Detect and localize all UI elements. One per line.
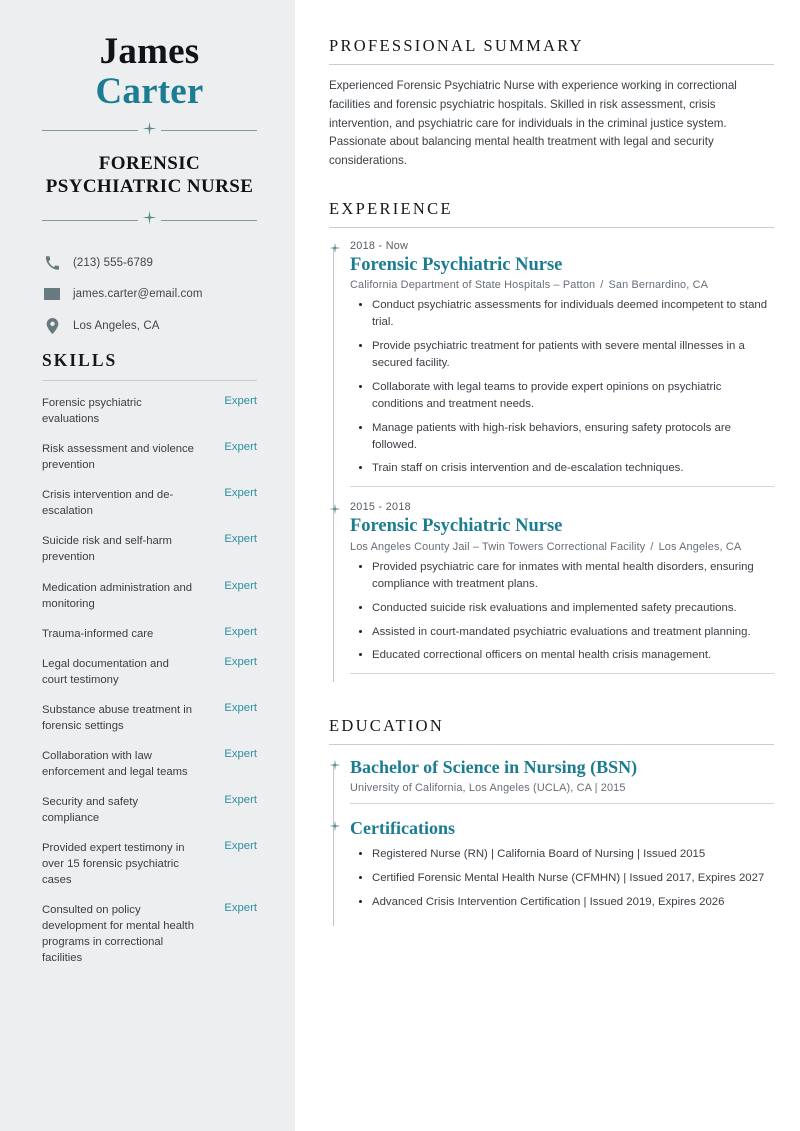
skill-level: Expert bbox=[224, 901, 257, 914]
skill-row bbox=[42, 533, 257, 565]
experience-company-location bbox=[350, 541, 774, 553]
certifications-list bbox=[350, 846, 774, 911]
skill-row bbox=[42, 580, 257, 612]
skill-level: Expert bbox=[224, 441, 257, 454]
skill-name: Legal documentation and court testimony bbox=[42, 657, 169, 686]
education-entry bbox=[350, 757, 774, 818]
experience-bullet: Provided psychiatric care for inmates with mental health disorders, ensuring compliance with treatment plans. bbox=[350, 559, 774, 593]
experience-job-title: Forensic Psychiatric Nurse bbox=[350, 516, 563, 537]
contact-list bbox=[42, 256, 257, 334]
divider-line-right bbox=[161, 220, 257, 221]
section-experience bbox=[329, 199, 774, 688]
experience-entry-rule bbox=[350, 673, 774, 674]
divider-line-left bbox=[42, 130, 138, 131]
experience-bullet: Manage patients with high-risk behaviors, ensuring safety protocols are followed. bbox=[350, 420, 774, 454]
experience-bullets bbox=[350, 559, 774, 664]
sparkle-icon bbox=[329, 502, 341, 520]
skill-level: Expert bbox=[224, 579, 257, 592]
skill-name: Risk assessment and violence prevention bbox=[42, 443, 194, 472]
email-icon bbox=[42, 286, 62, 302]
skill-name: Trauma-informed care bbox=[42, 627, 154, 640]
skill-row bbox=[42, 902, 257, 966]
sparkle-icon bbox=[329, 819, 341, 837]
skill-row bbox=[42, 487, 257, 519]
summary-heading-rule bbox=[329, 64, 774, 65]
skill-level: Expert bbox=[224, 839, 257, 852]
certification-item: Advanced Crisis Intervention Certification | Issued 2019, Expires 2026 bbox=[350, 894, 774, 911]
sparkle-icon bbox=[329, 758, 341, 776]
experience-company: California Department of State Hospitals – Patton bbox=[350, 279, 596, 292]
skill-level: Expert bbox=[224, 747, 257, 760]
certifications-title: Certifications bbox=[350, 818, 455, 839]
skill-name: Suicide risk and self-harm prevention bbox=[42, 535, 172, 564]
location-value: Los Angeles, CA bbox=[73, 320, 160, 333]
skill-row bbox=[42, 395, 257, 427]
experience-bullet: Provide psychiatric treatment for patients with severe mental illnesses in a secured facility. bbox=[350, 338, 774, 372]
skill-level: Expert bbox=[224, 533, 257, 546]
education-timeline bbox=[329, 757, 774, 932]
summary-text: Experienced Forensic Psychiatric Nurse with experience working in correctional facilities and forensic psychiatric hospitals. Skilled in risk assessment, crisis intervention, and psychiatric care for individuals in the criminal justice system. Passionate about balancing mental health treatment with legal and security considerations. bbox=[329, 79, 737, 168]
skill-row bbox=[42, 748, 257, 780]
sparkle-icon bbox=[329, 241, 341, 259]
experience-date: 2018 - Now bbox=[350, 239, 409, 252]
skills-heading-rule bbox=[42, 380, 257, 381]
experience-job-title: Forensic Psychiatric Nurse bbox=[350, 254, 563, 275]
certification-item: Certified Forensic Mental Health Nurse (CFMHN) | Issued 2017, Expires 2027 bbox=[350, 870, 774, 887]
skills-heading: SKILLS bbox=[42, 350, 118, 371]
skill-name: Medication administration and monitoring bbox=[42, 581, 193, 610]
skill-row bbox=[42, 656, 257, 688]
education-heading: EDUCATION bbox=[329, 716, 445, 736]
experience-date: 2015 - 2018 bbox=[350, 501, 411, 514]
experience-bullet: Assisted in court-mandated psychiatric evaluations and treatment planning. bbox=[350, 624, 774, 641]
skill-name: Consulted on policy development for mental health programs in correctional facilities bbox=[42, 903, 194, 965]
experience-bullet: Conducted suicide risk evaluations and implemented safety precautions. bbox=[350, 600, 774, 617]
skill-level: Expert bbox=[224, 625, 257, 638]
skills-list bbox=[42, 395, 257, 966]
email-value: james.carter@email.com bbox=[73, 288, 203, 301]
divider-line-left bbox=[42, 220, 138, 221]
name-block bbox=[42, 32, 257, 112]
degree-title: Bachelor of Science in Nursing (BSN) bbox=[350, 757, 638, 778]
skill-level: Expert bbox=[224, 395, 257, 408]
phone-icon bbox=[42, 256, 62, 270]
skill-name: Forensic psychiatric evaluations bbox=[42, 397, 142, 426]
skill-level: Expert bbox=[224, 487, 257, 500]
experience-timeline bbox=[329, 240, 774, 688]
skill-name: Substance abuse treatment in forensic settings bbox=[42, 703, 193, 732]
skill-row bbox=[42, 441, 257, 473]
location-pin-icon bbox=[42, 318, 62, 334]
headline-job-title: FORENSIC PSYCHIATRIC NURSE bbox=[45, 152, 254, 198]
main-column bbox=[295, 0, 800, 1131]
divider-line-right bbox=[161, 130, 257, 131]
experience-location: San Bernardino, CA bbox=[608, 279, 709, 292]
summary-heading: PROFESSIONAL SUMMARY bbox=[329, 36, 584, 55]
skill-level: Expert bbox=[224, 701, 257, 714]
certifications-entry bbox=[350, 818, 774, 932]
skill-row bbox=[42, 794, 257, 826]
contact-location[interactable] bbox=[42, 318, 257, 334]
skill-name: Provided expert testimony in over 15 forensic psychiatric cases bbox=[42, 841, 185, 886]
separator: / bbox=[650, 540, 654, 553]
skill-name: Security and safety compliance bbox=[42, 795, 139, 824]
experience-bullet: Educated correctional officers on mental health crisis management. bbox=[350, 647, 774, 664]
education-entry-rule bbox=[350, 803, 774, 804]
sparkle-icon bbox=[142, 210, 157, 230]
divider-top bbox=[42, 121, 257, 141]
divider-bottom bbox=[42, 210, 257, 230]
experience-location: Los Angeles, CA bbox=[658, 540, 742, 553]
experience-bullet: Conduct psychiatric assessments for individuals deemed incompetent to stand trial. bbox=[350, 297, 774, 331]
experience-company: Los Angeles County Jail – Twin Towers Correctional Facility bbox=[350, 540, 646, 553]
sidebar bbox=[0, 0, 295, 1131]
skill-row bbox=[42, 840, 257, 888]
experience-heading: EXPERIENCE bbox=[329, 198, 453, 218]
education-heading-rule bbox=[329, 744, 774, 745]
skill-level: Expert bbox=[224, 655, 257, 668]
contact-email[interactable] bbox=[42, 286, 257, 302]
experience-heading-rule bbox=[329, 227, 774, 228]
experience-entry bbox=[350, 240, 774, 501]
last-name: Carter bbox=[95, 70, 204, 112]
skill-level: Expert bbox=[224, 793, 257, 806]
experience-bullet: Collaborate with legal teams to provide expert opinions on psychiatric conditions and treatment needs. bbox=[350, 379, 774, 413]
skill-name: Crisis intervention and de-escalation bbox=[42, 489, 174, 518]
certification-item: Registered Nurse (RN) | California Board of Nursing | Issued 2015 bbox=[350, 846, 774, 863]
sparkle-icon bbox=[142, 121, 157, 141]
skill-row bbox=[42, 702, 257, 734]
experience-company-location bbox=[350, 279, 774, 291]
section-education bbox=[329, 716, 774, 932]
experience-entry bbox=[350, 501, 774, 688]
skill-row bbox=[42, 626, 257, 642]
skill-name: Collaboration with law enforcement and legal teams bbox=[42, 749, 188, 778]
experience-entry-rule bbox=[350, 486, 774, 487]
degree-institution: University of California, Los Angeles (UCLA), CA | 2015 bbox=[350, 782, 626, 795]
phone-value: (213) 555-6789 bbox=[73, 257, 154, 270]
separator: / bbox=[600, 279, 604, 292]
experience-bullet: Train staff on crisis intervention and de-escalation techniques. bbox=[350, 460, 774, 477]
first-name: James bbox=[99, 31, 200, 72]
contact-phone[interactable] bbox=[42, 256, 257, 270]
experience-bullets bbox=[350, 297, 774, 477]
section-professional-summary bbox=[329, 36, 774, 171]
